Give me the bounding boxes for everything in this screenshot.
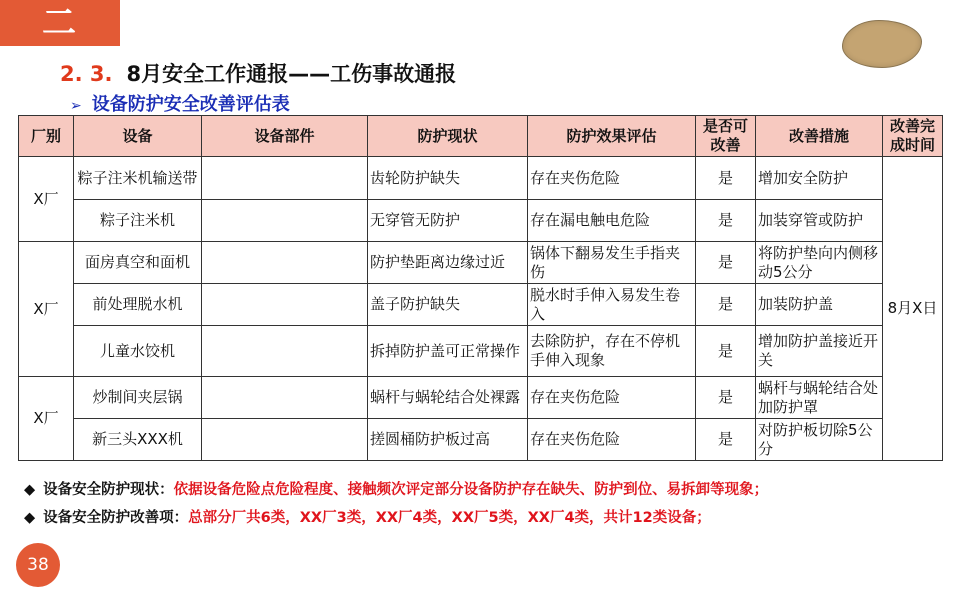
part-cell	[202, 419, 368, 461]
part-cell	[202, 200, 368, 242]
section-tab: 二	[0, 0, 120, 46]
note-improvement	[24, 506, 711, 527]
equipment-cell: 粽子注米机	[74, 200, 202, 242]
measure-cell: 增加防护盖接近开关	[756, 326, 883, 377]
assessment-cell: 锅体下翻易发生手指夹伤	[528, 242, 696, 284]
factory-cell: X厂	[19, 157, 74, 242]
table-row	[19, 326, 943, 377]
note-text: 依据设备危险点危险程度、接触频次评定部分设备防护存在缺失、防护到位、易拆卸等现象；	[173, 482, 769, 498]
measure-cell: 将防护垫向内侧移动5公分	[756, 242, 883, 284]
measure-cell: 增加安全防护	[756, 157, 883, 200]
measure-cell: 对防护板切除5公分	[756, 419, 883, 461]
improvable-cell: 是	[696, 242, 756, 284]
improvable-cell: 是	[696, 419, 756, 461]
improvable-cell: 是	[696, 326, 756, 377]
diamond-bullet-icon: ◆	[24, 510, 36, 526]
part-cell	[202, 284, 368, 326]
part-cell	[202, 242, 368, 284]
col-header-improvable: 是否可改善	[696, 116, 756, 157]
status-cell: 齿轮防护缺失	[368, 157, 528, 200]
col-header-completion: 改善完成时间	[883, 116, 943, 157]
equipment-cell: 前处理脱水机	[74, 284, 202, 326]
table-row	[19, 377, 943, 419]
col-header-equipment: 设备	[74, 116, 202, 157]
status-cell: 无穿管无防护	[368, 200, 528, 242]
col-header-assessment: 防护效果评估	[528, 116, 696, 157]
status-cell: 盖子防护缺失	[368, 284, 528, 326]
header-row	[19, 116, 943, 157]
diamond-bullet-icon: ◆	[24, 482, 36, 498]
assessment-cell: 存在夹伤危险	[528, 157, 696, 200]
equipment-cell: 炒制间夹层锅	[74, 377, 202, 419]
status-cell: 搓圆桶防护板过高	[368, 419, 528, 461]
decorative-oval	[842, 20, 922, 68]
status-cell: 防护垫距离边缘过近	[368, 242, 528, 284]
improvable-cell: 是	[696, 284, 756, 326]
improvable-cell: 是	[696, 377, 756, 419]
col-header-measure: 改善措施	[756, 116, 883, 157]
col-header-part: 设备部件	[202, 116, 368, 157]
measure-cell: 蜗杆与蜗轮结合处加防护罩	[756, 377, 883, 419]
assessment-cell: 去除防护，存在不停机手伸入现象	[528, 326, 696, 377]
page-title	[60, 58, 456, 88]
assessment-cell: 脱水时手伸入易发生卷入	[528, 284, 696, 326]
status-cell: 蜗杆与蜗轮结合处裸露	[368, 377, 528, 419]
table-row	[19, 419, 943, 461]
measure-cell: 加装穿管或防护	[756, 200, 883, 242]
page-number-badge: 38	[16, 543, 60, 587]
completion-time-cell: 8月X日	[883, 157, 943, 461]
improvable-cell: 是	[696, 157, 756, 200]
title-number: 2. 3.	[60, 62, 113, 86]
equipment-cell: 新三头XXX机	[74, 419, 202, 461]
col-header-status: 防护现状	[368, 116, 528, 157]
arrow-icon: ➢	[70, 98, 82, 114]
assessment-cell: 存在漏电触电危险	[528, 200, 696, 242]
assessment-cell: 存在夹伤危险	[528, 419, 696, 461]
status-cell: 拆掉防护盖可正常操作	[368, 326, 528, 377]
note-label: 设备安全防护改善项：	[43, 510, 189, 526]
part-cell	[202, 377, 368, 419]
note-label: 设备安全防护现状：	[43, 482, 174, 498]
col-header-factory: 厂别	[19, 116, 74, 157]
measure-cell: 加装防护盖	[756, 284, 883, 326]
part-cell	[202, 157, 368, 200]
title-text: 8月安全工作通报——工伤事故通报	[126, 62, 457, 86]
note-status	[24, 478, 768, 499]
table-row	[19, 284, 943, 326]
assessment-cell: 存在夹伤危险	[528, 377, 696, 419]
table-row	[19, 242, 943, 284]
note-text: 总部分厂共6类，XX厂3类，XX厂4类，XX厂5类，XX厂4类，共计12类设备；	[188, 510, 711, 526]
assessment-table	[18, 115, 943, 461]
table-subtitle	[70, 90, 290, 116]
equipment-cell: 面房真空和面机	[74, 242, 202, 284]
equipment-cell: 儿童水饺机	[74, 326, 202, 377]
table-row	[19, 200, 943, 242]
table-row	[19, 157, 943, 200]
subtitle-text: 设备防护安全改善评估表	[91, 94, 290, 115]
factory-cell: X厂	[19, 242, 74, 377]
factory-cell: X厂	[19, 377, 74, 461]
improvable-cell: 是	[696, 200, 756, 242]
equipment-cell: 粽子注米机输送带	[74, 157, 202, 200]
part-cell	[202, 326, 368, 377]
